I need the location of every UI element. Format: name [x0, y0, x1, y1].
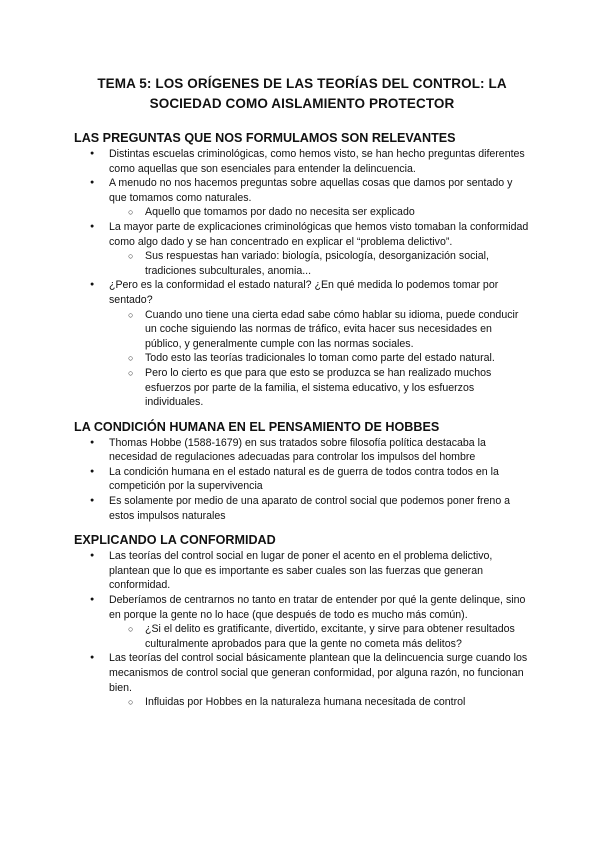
- section-list-conformidad: [74, 549, 530, 710]
- list-item: ● Las teorías del control social en lugar de poner el acento en el problema delictivo, plantean que lo que es importante es saber cuales son las fuerzas que generan conformidad.: [74, 549, 530, 593]
- list-item: ● Distintas escuelas criminológicas, como hemos visto, se han hecho preguntas diferentes como aquellas que son esenciales para entender la delincuencia.: [74, 147, 530, 176]
- list-item: ● La mayor parte de explicaciones criminológicas que hemos visto tomaban la conformidad como algo dado y se han concentrado en explicar el “problema delictivo”.: [74, 220, 530, 249]
- section-heading-conformidad: EXPLICANDO LA CONFORMIDAD: [74, 533, 276, 548]
- sub-list-item: ○ Todo esto las teorías tradicionales lo toman como parte del estado natural.: [74, 351, 530, 366]
- list-item: ● Deberíamos de centrarnos no tanto en tratar de entender por qué la gente delinque, sino en porque la gente no lo hace (que después de todo es mucho más común).: [74, 593, 530, 622]
- list-item: ● Es solamente por medio de una aparato de control social que podemos poner freno a estos impulsos naturales: [74, 494, 530, 523]
- list-item: ● A menudo no nos hacemos preguntas sobre aquellas cosas que damos por sentado y que tomamos como naturales.: [74, 176, 530, 205]
- section-heading-hobbes: LA CONDICIÓN HUMANA EN EL PENSAMIENTO DE HOBBES: [74, 419, 440, 434]
- document-title: [74, 74, 530, 114]
- sub-list-item: ○ Influidas por Hobbes en la naturaleza humana necesitada de control: [74, 695, 530, 710]
- list-item: ● ¿Pero es la conformidad el estado natural? ¿En qué medida lo podemos tomar por sentado?: [74, 278, 530, 307]
- list-item: ● Las teorías del control social básicamente plantean que la delincuencia surge cuando los mecanismos de control social que generan conformidad, por alguna razón, no funcionan bien.: [74, 651, 530, 695]
- section-list-preguntas: [74, 147, 530, 410]
- sub-list-item: ○ Pero lo cierto es que para que esto se produzca se han realizado muchos esfuerzos por parte de la familia, el sistema educativo, y los esfuerzos individuales.: [74, 366, 530, 410]
- sub-list-item: ○ Aquello que tomamos por dado no necesita ser explicado: [74, 205, 530, 220]
- list-item: ● Thomas Hobbe (1588-1679) en sus tratados sobre filosofía política destacaba la necesidad de regulaciones adecuadas para controlar los impulsos del hombre: [74, 436, 530, 465]
- sub-list-item: ○ Sus respuestas han variado: biología, psicología, desorganización social, tradiciones subculturales, anomia...: [74, 249, 530, 278]
- sub-list-item: ○ Cuando uno tiene una cierta edad sabe cómo hablar su idioma, puede conducir un coche siguiendo las normas de tráfico, evita hacer sus necesidades en público, y generalmente cumple con las normas sociales.: [74, 308, 530, 352]
- title-line-1: TEMA 5: LOS ORÍGENES DE LAS TEORÍAS DEL CONTROL: LA: [97, 76, 507, 91]
- title-line-2: SOCIEDAD COMO AISLAMIENTO PROTECTOR: [149, 96, 455, 111]
- section-heading-preguntas: LAS PREGUNTAS QUE NOS FORMULAMOS SON RELEVANTES: [74, 131, 456, 145]
- sub-list-item: ○ ¿Si el delito es gratificante, divertido, excitante, y sirve para obtener resultados culturalmente aprobados para que la gente no cometa más delitos?: [74, 622, 530, 651]
- list-item: ● La condición humana en el estado natural es de guerra de todos contra todos en la competición por la supervivencia: [74, 465, 530, 494]
- section-list-hobbes: [74, 436, 530, 524]
